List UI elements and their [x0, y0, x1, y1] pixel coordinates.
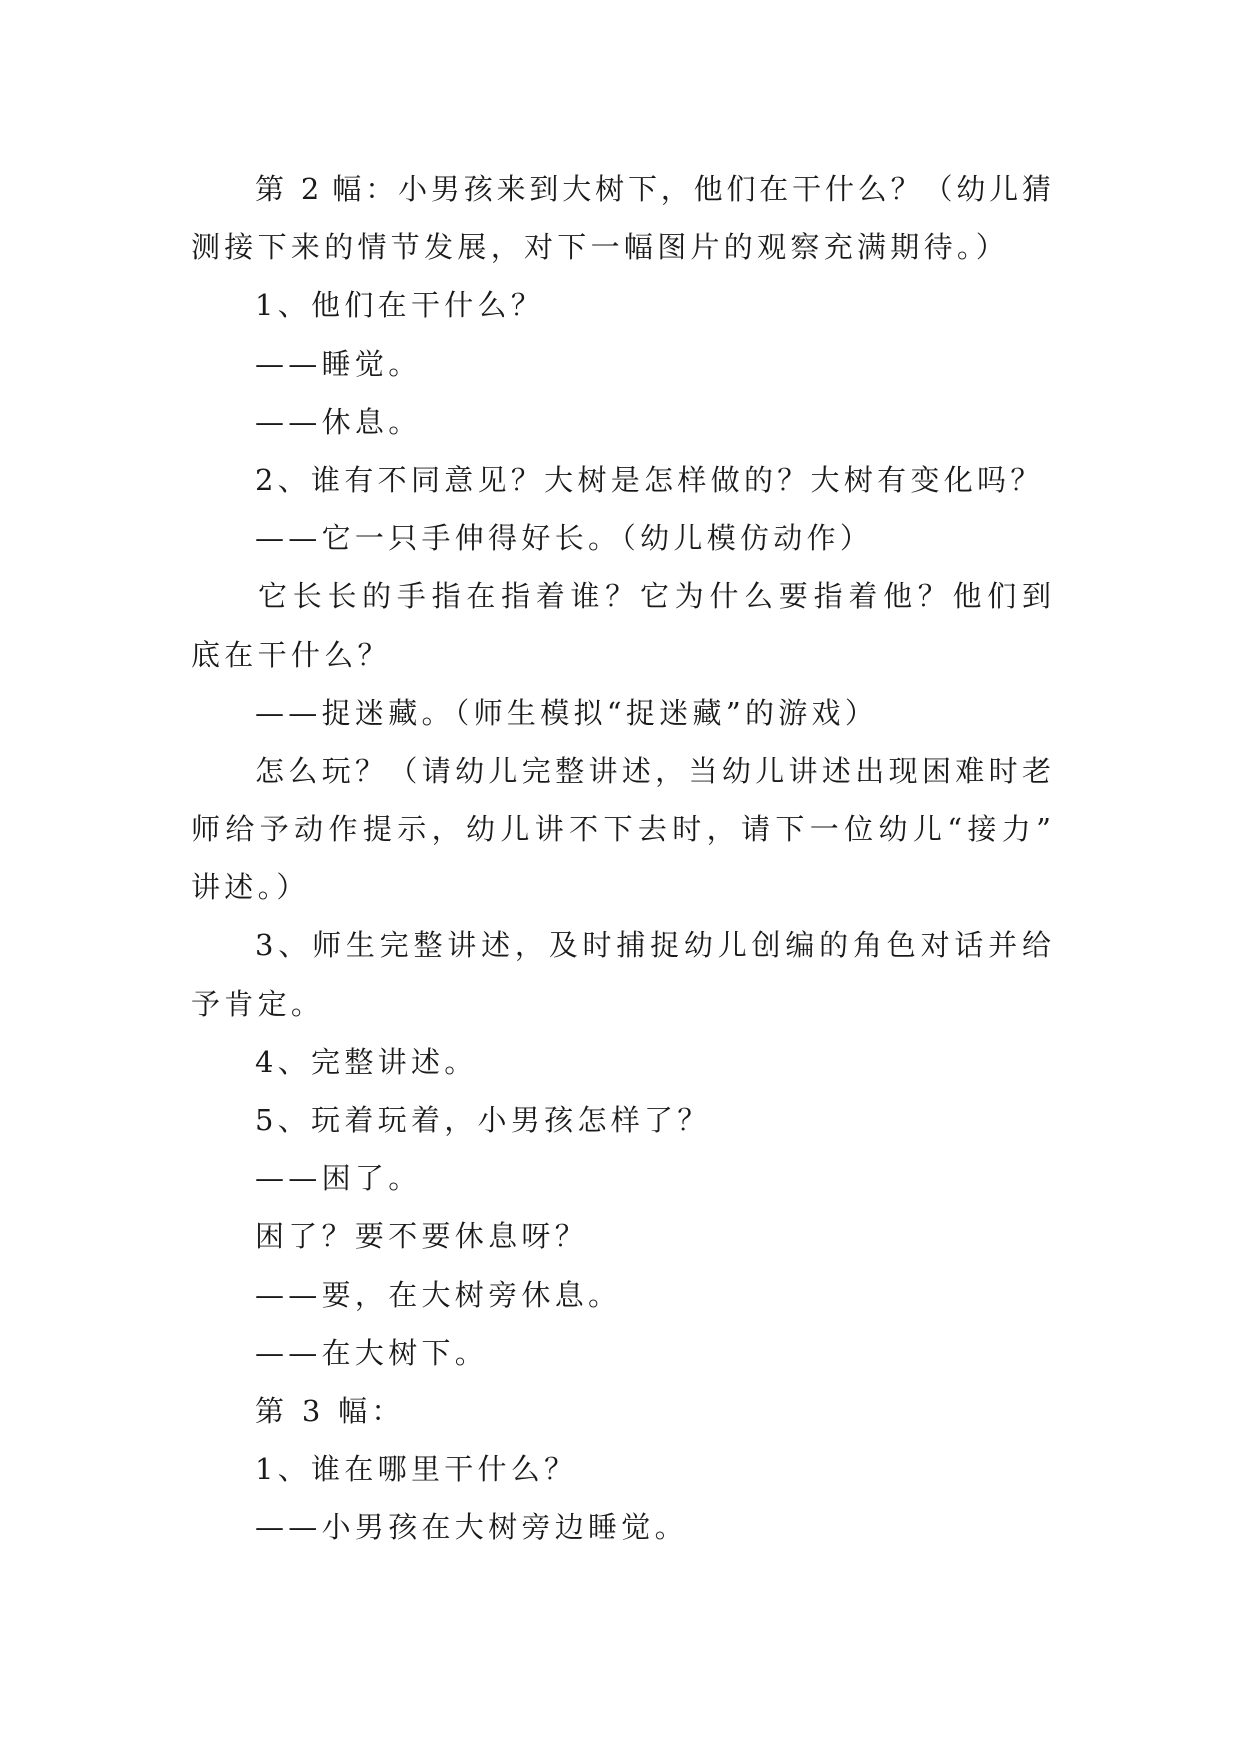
- paragraph-line: 师给予动作提示，幼儿讲不下去时，请下一位幼儿“接力”: [191, 812, 1051, 847]
- paragraph-line: 第 2 幅：小男孩来到大树下，他们在干什么？（幼儿猜: [255, 172, 1051, 206]
- paragraph-line: 它长长的手指在指着谁？它为什么要指着他？他们到: [258, 579, 1051, 614]
- paragraph-line: 困了？要不要休息呀？: [255, 1219, 589, 1254]
- paragraph-line: ——睡觉。: [255, 346, 422, 381]
- paragraph-line: 1、他们在干什么？: [255, 288, 545, 323]
- paragraph-line: 1、谁在哪里干什么？: [255, 1452, 578, 1487]
- paragraph-line: ——休息。: [255, 404, 422, 439]
- paragraph-line: 3、师生完整讲述，及时捕捉幼儿创编的角色对话并给: [255, 928, 1051, 963]
- paragraph-line: ——困了。: [255, 1161, 422, 1196]
- paragraph-line: 2、谁有不同意见？大树是怎样做的？大树有变化吗？: [255, 462, 1044, 497]
- paragraph-line: 讲述。）: [191, 870, 310, 905]
- paragraph-line: ——捉迷藏。（师生模拟“捉迷藏”的游戏）: [255, 695, 879, 730]
- paragraph-line: 5、玩着玩着，小男孩怎样了？: [255, 1103, 711, 1137]
- paragraph-line: 测接下来的情节发展，对下一幅图片的观察充满期待。）: [191, 230, 1010, 265]
- paragraph-line: 第 3 幅：: [255, 1393, 405, 1428]
- paragraph-line: ——它一只手伸得好长。（幼儿模仿动作）: [255, 521, 874, 556]
- paragraph-line: 底在干什么？: [191, 637, 391, 672]
- paragraph-line: ——在大树下。: [255, 1335, 489, 1370]
- paragraph-line: ——要，在大树旁休息。: [255, 1277, 622, 1312]
- paragraph-line: 怎么玩？（请幼儿完整讲述，当幼儿讲述出现困难时老: [255, 753, 1051, 788]
- paragraph-line: 予肯定。: [191, 986, 325, 1021]
- document-body: [191, 160, 1051, 1557]
- paragraph-line: ——小男孩在大树旁边睡觉。: [255, 1510, 688, 1545]
- paragraph-line: 4、完整讲述。: [255, 1044, 478, 1079]
